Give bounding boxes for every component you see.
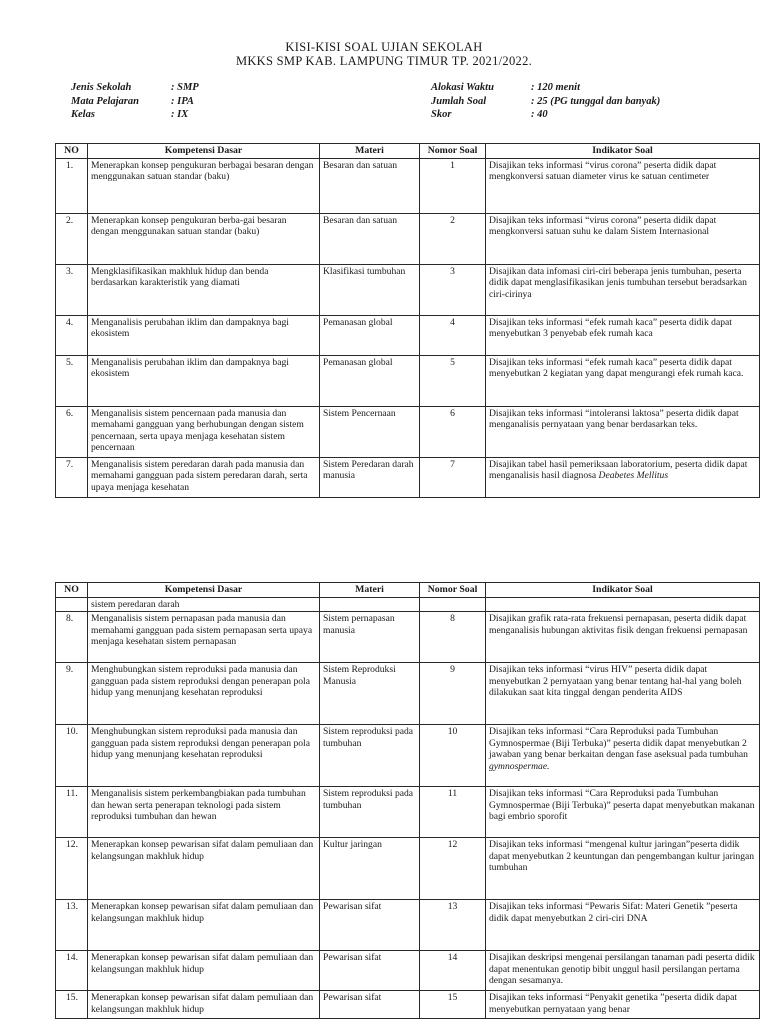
col-header-materi: Materi — [320, 144, 420, 159]
cell-indikator-text: Disajikan data infomasi ciri-ciri beberapa jenis tumbuhan, peserta didik dapat menglasifikasikan jenis tumbuhan tersebut beradsarkan ciri-cirinya — [489, 265, 747, 300]
table-row — [56, 315, 760, 355]
cell-no — [56, 900, 88, 951]
meta-row — [71, 95, 199, 109]
cell-materi-text: Pewarisan sifat — [323, 952, 382, 964]
cell-nomor — [420, 900, 486, 951]
cell-no-text: 11. — [66, 788, 78, 800]
meta-row — [431, 81, 660, 95]
cell-no — [56, 838, 88, 900]
cell-indikator-text: Disajikan teks informasi “virus HIV” peserta didik dapat menyebutkan 2 pernyataan yang benar tentang hal-hal yang boleh dilakukan saat kita tinggal dengan penderita AIDS — [489, 664, 742, 699]
cell-nomor — [420, 457, 486, 497]
cell-no-text: 2. — [66, 214, 74, 226]
meta-right — [431, 81, 660, 122]
cell-kompetensi-text: Menerapkan konsep pewarisan sifat dalam pemuliaan dan kelangsungan makhluk hidup — [91, 992, 314, 1015]
cell-materi-text: Sistem Reproduksi Manusia — [323, 664, 396, 687]
cell-indikator-text: Disajikan teks informasi “Cara Reproduksi pada Tumbuhan Gymnospermae (Biji Terbuka)” peserta dapat menyebutkan makanan bagi embrio sporofit — [489, 788, 755, 823]
table-row — [56, 838, 760, 900]
cell-materi — [320, 355, 420, 406]
cell-no-text: 9. — [66, 664, 74, 676]
cell-indikator — [486, 457, 760, 497]
cell-materi-text: Sistem Pencernaan — [323, 407, 396, 419]
cell-materi — [320, 663, 420, 725]
meta-row — [431, 95, 660, 109]
cell-materi-text: Sistem Peredaran darah manusia — [323, 458, 414, 482]
cell-materi-text: Klasifikasi tumbuhan — [323, 265, 406, 277]
table-row — [56, 900, 760, 951]
cell-indikator — [486, 597, 760, 612]
meta-left — [71, 81, 199, 122]
cell-materi-text: Besaran dan satuan — [323, 214, 398, 226]
cell-no — [56, 787, 88, 838]
cell-nomor-text: 4 — [450, 316, 455, 328]
cell-indikator — [486, 213, 760, 264]
cell-no-text: 8. — [66, 613, 74, 625]
table-row — [56, 457, 760, 497]
cell-materi-text: Pemanasan global — [323, 356, 393, 368]
table-row — [56, 663, 760, 725]
meta-key: Jenis Sekolah — [71, 82, 132, 93]
cell-no-text: 6. — [66, 407, 74, 419]
cell-indikator — [486, 787, 760, 838]
meta-value: : IPA — [171, 95, 194, 107]
cell-nomor-text: 7 — [450, 458, 455, 470]
table-row — [56, 158, 760, 213]
cell-nomor — [420, 612, 486, 663]
meta-value: : IX — [171, 109, 189, 120]
cell-materi — [320, 991, 420, 1019]
cell-nomor — [420, 406, 486, 457]
cell-no — [56, 663, 88, 725]
col-header-indikator: Indikator Soal — [486, 583, 760, 598]
cell-no — [56, 725, 88, 787]
cell-indikator — [486, 406, 760, 457]
cell-no — [56, 264, 88, 315]
meta-row — [71, 108, 199, 122]
cell-kompetensi — [88, 991, 320, 1019]
cell-nomor — [420, 725, 486, 787]
cell-kompetensi-text: Menerapkan konsep pengukuran berba-gai besaran dengan menggunakan satuan standar (baku) — [91, 214, 287, 238]
cell-no-text: 15. — [66, 992, 78, 1004]
table-row — [56, 612, 760, 663]
cell-indikator-text: Disajikan teks informasi “Cara Reproduksi pada Tumbuhan Gymnospermae (Biji Terbuka)” peserta didik dapat menyebutkan 2 jawaban yang benar berkaitan dengan fase aseksual pada tumbuhan — [489, 726, 748, 761]
cell-kompetensi-text: Menganalisis sistem peredaran darah pada manusia dan memahami gangguan pada sistem peredaran darah, serta upaya menjaga kesehatan — [91, 458, 308, 493]
cell-kompetensi — [88, 213, 320, 264]
kisi-table-2 — [55, 582, 760, 1019]
cell-indikator — [486, 158, 760, 213]
cell-kompetensi-text: Menerapkan konsep pewarisan sifat dalam pemuliaan dan kelangsungan makhluk hidup — [91, 952, 314, 975]
cell-materi — [320, 213, 420, 264]
cell-no — [56, 457, 88, 497]
cell-kompetensi-text: Menganalisis perubahan iklim dan dampaknya bagi ekosistem — [91, 316, 289, 340]
meta-row — [431, 108, 660, 122]
cell-indikator — [486, 838, 760, 900]
cell-indikator — [486, 663, 760, 725]
cell-indikator-text: Disajikan teks informasi “virus corona” peserta didik dapat mengkonversi satuan suhu ke dalam Sistem Internasional — [489, 214, 717, 238]
table-row — [56, 406, 760, 457]
cell-nomor-text: 6 — [450, 407, 455, 419]
cell-kompetensi-text: Menerapkan konsep pewarisan sifat dalam pemuliaan dan kelangsungan makhluk hidup — [91, 839, 314, 862]
cell-indikator-text: Disajikan teks informasi “Pewaris Sifat: Materi Genetik ”peserta didik dapat menyebutkan 2 ciri-ciri DNA — [489, 901, 738, 924]
cell-materi — [320, 315, 420, 355]
cell-no-text: 1. — [66, 159, 74, 171]
cell-indikator-italic: Deabetes Mellitus — [598, 470, 669, 482]
doc-title: KISI-KISI SOAL UJIAN SEKOLAH — [285, 40, 483, 54]
meta-key: Mata Pelajaran — [71, 95, 139, 107]
meta-key: Skor — [431, 109, 452, 120]
cell-kompetensi — [88, 787, 320, 838]
cell-indikator — [486, 612, 760, 663]
cell-materi-text: Sistem reproduksi pada tumbuhan — [323, 788, 414, 811]
cell-kompetensi-text: Menghubungkan sistem reproduksi pada manusia dan gangguan pada sistem reproduksi dengan penerapan pola hidup yang menunjang kesehatan reproduksi — [91, 664, 310, 699]
cell-nomor-text: 5 — [450, 356, 455, 368]
cell-nomor — [420, 663, 486, 725]
cell-no-text: 10. — [66, 726, 78, 738]
cell-indikator-text: Disajikan teks informasi “intoleransi laktosa” peserta didik dapat menganalisis pernyataan yang benar berdasarkan teks. — [489, 407, 739, 431]
table-row — [56, 355, 760, 406]
cell-kompetensi — [88, 264, 320, 315]
col-header-nomor: Nomor Soal — [420, 583, 486, 598]
cell-kompetensi — [88, 838, 320, 900]
cell-kompetensi — [88, 355, 320, 406]
cell-indikator — [486, 264, 760, 315]
cell-no-text: 4. — [66, 316, 74, 328]
cell-materi — [320, 406, 420, 457]
cell-materi — [320, 725, 420, 787]
col-header-no: NO — [56, 144, 88, 159]
table-row — [56, 264, 760, 315]
cell-nomor-text: 1 — [450, 159, 455, 171]
cell-kompetensi — [88, 158, 320, 213]
cell-indikator-text: Disajikan deskripsi mengenai persilangan tanaman padi peserta didik dapat menentukan genotip bibit unggul hasil persilangan pertama dengan sesamanya. — [489, 952, 755, 987]
col-header-kompetensi: Kompetensi Dasar — [88, 144, 320, 159]
cell-no — [56, 612, 88, 663]
cell-nomor — [420, 597, 486, 612]
cell-materi — [320, 838, 420, 900]
cell-materi-text: Kultur jaringan — [323, 839, 382, 851]
cell-nomor-text: 15 — [447, 992, 458, 1004]
cell-indikator-text: Disajikan teks informasi “Penyakit genetika ”peserta didik dapat menyebutkan pernyataan yang benar — [489, 992, 738, 1015]
cell-no — [56, 213, 88, 264]
cell-nomor — [420, 315, 486, 355]
cell-materi — [320, 597, 420, 612]
meta-value: : 40 — [531, 109, 548, 120]
cell-kompetensi-text: Menganalisis sistem pencernaan pada manusia dan memahami gangguan yang berhubungan dengan sistem pencernaan, serta upaya menjaga kesehatan sistem pencernaan — [91, 407, 304, 454]
cell-materi-text: Sistem reproduksi pada tumbuhan — [323, 726, 414, 749]
cell-nomor — [420, 158, 486, 213]
cell-no-text: 13. — [66, 901, 78, 913]
cell-kompetensi — [88, 315, 320, 355]
cell-indikator — [486, 355, 760, 406]
cell-nomor — [420, 951, 486, 991]
meta-key: Alokasi Waktu — [431, 82, 494, 93]
cell-no-text: 7. — [66, 458, 74, 470]
table-row — [56, 991, 760, 1019]
cell-nomor — [420, 838, 486, 900]
cell-kompetensi — [88, 951, 320, 991]
kisi-table-1 — [55, 143, 760, 498]
cell-nomor — [420, 355, 486, 406]
cell-nomor — [420, 991, 486, 1019]
cell-materi-text: Pewarisan sifat — [323, 992, 382, 1004]
meta-value: : SMP — [171, 82, 199, 93]
meta-key: Jumlah Soal — [431, 95, 487, 107]
cell-indikator-text: Disajikan teks informasi “mengenal kultur jaringan”peserta didik dapat menyebutkan 2 keuntungan dan pengembangan kultur jaringan tumbuhan — [489, 839, 755, 874]
cell-indikator-text: Disajikan teks informasi “virus corona” peserta didik dapat mengkonversi satuan diameter virus ke satuan centimeter — [489, 159, 717, 183]
cell-indikator-text: Disajikan tabel hasil pemeriksaan laboratorium, peserta didik dapat menganalisis hasil diagnosa — [489, 458, 748, 482]
cell-indikator-text: Disajikan teks informasi “efek rumah kaca” peserta didik dapat menyebutkan 2 kegiatan yang dapat mengurangi efek rumah kaca. — [489, 356, 744, 380]
cell-no — [56, 597, 88, 612]
table-row-continued — [56, 597, 760, 612]
cell-nomor-text: 12 — [447, 839, 458, 851]
cell-materi — [320, 457, 420, 497]
cell-no — [56, 951, 88, 991]
cell-nomor-text: 3 — [450, 265, 455, 277]
cell-indikator — [486, 991, 760, 1019]
table-body-1 — [56, 158, 760, 497]
cell-kompetensi-text: Menerapkan konsep pewarisan sifat dalam pemuliaan dan kelangsungan makhluk hidup — [91, 901, 314, 924]
cell-kompetensi-text: Menganalisis sistem perkembangbiakan pada tumbuhan dan hewan serta penerapan teknologi pada sistem reproduksi tumbuhan dan hewan — [91, 788, 306, 823]
cell-indikator-text: Disajikan teks informasi “efek rumah kaca” peserta didik dapat menyebutkan 3 penyebab efek rumah kaca — [489, 316, 732, 340]
cell-nomor-text: 2 — [450, 214, 455, 226]
cell-kd-continued: sistem peredaran darah — [88, 597, 320, 612]
cell-no-text: 5. — [66, 356, 74, 368]
cell-materi-text: Besaran dan satuan — [323, 159, 398, 171]
cell-nomor-text: 13 — [447, 901, 458, 913]
table-row — [56, 725, 760, 787]
meta-key: Kelas — [71, 109, 95, 120]
col-header-kompetensi: Kompetensi Dasar — [88, 583, 320, 598]
cell-no — [56, 406, 88, 457]
cell-indikator — [486, 951, 760, 991]
cell-kompetensi-text: Menganalisis perubahan iklim dan dampaknya bagi ekosistem — [91, 356, 289, 380]
cell-materi-text: Pewarisan sifat — [323, 901, 382, 913]
table-row — [56, 213, 760, 264]
cell-no-text: 3. — [66, 265, 74, 277]
cell-no — [56, 355, 88, 406]
cell-materi — [320, 951, 420, 991]
cell-kompetensi — [88, 725, 320, 787]
col-header-indikator: Indikator Soal — [486, 144, 760, 159]
cell-nomor — [420, 213, 486, 264]
doc-subtitle: MKKS SMP KAB. LAMPUNG TIMUR TP. 2021/2022. — [235, 54, 533, 68]
cell-no-text: 12. — [66, 839, 78, 851]
cell-nomor-text: 8 — [450, 613, 455, 625]
cell-kompetensi-text: Mengklasifikasikan makhluk hidup dan benda berdasarkan karakteristik yang diamati — [91, 265, 269, 289]
cell-materi — [320, 158, 420, 213]
cell-indikator-text: Disajikan grafik rata-rata frekuensi pernapasan, peserta didik dapat menganalisis hubungan aktivitas fisik dengan frekuensi pernapasan — [489, 613, 748, 636]
cell-indikator-italic: gymnospermae. — [489, 760, 550, 772]
cell-nomor — [420, 264, 486, 315]
cell-nomor-text: 14 — [447, 952, 458, 964]
cell-nomor-text: 10 — [447, 726, 458, 738]
table-row — [56, 787, 760, 838]
meta-value: : 25 (PG tunggal dan banyak) — [531, 95, 661, 107]
table-body-2 — [56, 597, 760, 1019]
cell-no — [56, 991, 88, 1019]
cell-materi-text: Sistem pernapasan manusia — [323, 613, 395, 636]
cell-indikator — [486, 900, 760, 951]
cell-kompetensi — [88, 457, 320, 497]
cell-no — [56, 158, 88, 213]
cell-materi — [320, 612, 420, 663]
cell-kompetensi-text: Menghubungkan sistem reproduksi pada manusia dan gangguan pada sistem reproduksi dengan penerapan pola hidup yang menunjang kesehatan reproduksi — [91, 726, 310, 761]
cell-kompetensi — [88, 406, 320, 457]
cell-kompetensi-text: Menganalisis sistem pernapasan pada manusia dan memahami gangguan pada sistem pernapasan serta upaya menjaga kesehatan sistem pernapasan — [91, 613, 313, 648]
cell-materi — [320, 787, 420, 838]
cell-kompetensi — [88, 663, 320, 725]
meta-value: : 120 menit — [531, 82, 580, 93]
cell-indikator — [486, 725, 760, 787]
cell-no — [56, 315, 88, 355]
meta-row — [71, 81, 199, 95]
col-header-no: NO — [56, 583, 88, 598]
cell-materi-text: Pemanasan global — [323, 316, 393, 328]
cell-nomor — [420, 787, 486, 838]
table-row — [56, 951, 760, 991]
cell-kompetensi — [88, 612, 320, 663]
col-header-materi: Materi — [320, 583, 420, 598]
cell-materi — [320, 264, 420, 315]
table-header-row — [56, 144, 760, 159]
cell-kompetensi — [88, 900, 320, 951]
cell-nomor-text: 11 — [447, 788, 458, 800]
cell-no-text: 14. — [66, 952, 78, 964]
cell-nomor-text: 9 — [450, 664, 455, 676]
cell-materi — [320, 900, 420, 951]
col-header-nomor: Nomor Soal — [420, 144, 486, 159]
cell-indikator — [486, 315, 760, 355]
table-header-row — [56, 583, 760, 598]
cell-kompetensi-text: Menerapkan konsep pengukuran berbagai besaran dengan menggunakan satuan standar (baku) — [91, 159, 314, 183]
